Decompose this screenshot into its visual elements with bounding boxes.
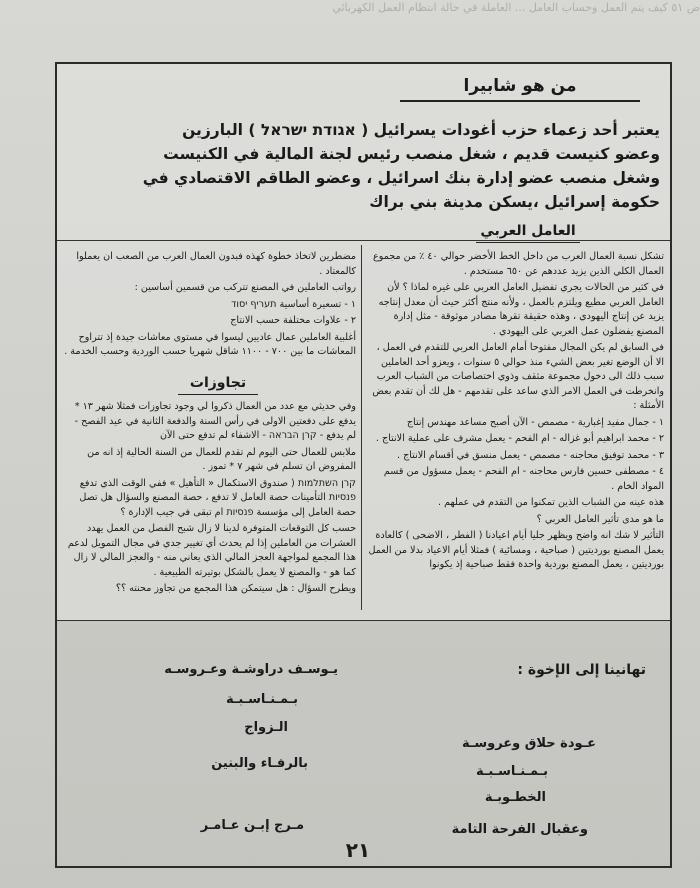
paragraph: هذه عينه من الشباب الذين تمكنوا من التقدم في عملهم . (438, 497, 664, 508)
greeting-left-name: يـوسـف دراوشـة وعـروسـه (164, 662, 338, 677)
left-column-top (64, 250, 356, 370)
article-title: من هو شابيرا (400, 72, 640, 102)
greeting-right-occasion: بـمـنـاسـبـة (476, 764, 548, 779)
paragraph: في السابق لم يكن المجال مفتوحا أمام العامل العربي للتقدم في العمل ، الا أن الوضع تغير بعض الشيء منذ حوالي ٥ سنوات ، ويعزو أحد العاملين سبب ذلك الى دخول مجموعة مثقف وذوي اختصاصات من الشباب العرب وانخرطت في العمل الامر الذي ساعد على تقدمهم - هل لك أن تقدم بعض الأمثلة : (372, 342, 664, 411)
greeting-right-event: الخطـوبـة (484, 790, 546, 805)
paragraph: ٢ - علاوات مختلفة حسب الانتاج (230, 315, 356, 326)
paragraph: رواتب العاملين في المصنع تتركب من قسمين أساسين : (134, 282, 356, 293)
paragraph: ٢ - محمد ابراهيم أبو غزاله - ام الفحم - يعمل مشرف على عملية الانتاج . (375, 433, 664, 444)
right-column-body (368, 250, 664, 616)
paragraph: ١ - تسعيرة أساسية תעריף יסוד (231, 298, 356, 310)
paragraph: حسب كل التوقعات المتوفرة لدينا لا زال شبح الفصل من العمل يهدد العشرات من العاملين إذا لم يحدث أي تغيير جدي في مجال التمويل لدعم هذا المجمع لمواجهة العجز المالي الذي يعاني منه - والعجز المالي لا زال كما هو - والمصنع لا يعمل بالشكل بوتيرته الطبيعية . (67, 523, 356, 578)
greeting-right-heading: تهانينا إلى الإخوة : (517, 662, 646, 678)
greeting-left-occasion: بـمـنـاسـبـة (226, 692, 298, 707)
greeting-left-signature: مـرج إبـن عـامـر (200, 818, 304, 833)
greeting-right-name: عـودة حلاق وعروسـة (462, 736, 596, 751)
paragraph: ٤ - مصطفى حسين فارس محاجنه - ام الفحم - يعمل مسؤول من قسم المواد الخام . (383, 466, 664, 492)
paragraph: ويطرح السؤال : هل سيتمكن هذا المجمع من تجاوز محنته ؟؟ (115, 583, 356, 594)
greeting-left-wish: بالرفـاء والبنين (211, 756, 308, 771)
bleed-through-text: ص ٥١ كيف يتم العمل وحساب العامل ... العاملة في حالة انتظام العمل الكهربائي (332, 1, 700, 14)
section-divider-bottom (57, 620, 670, 621)
paragraph: קרן השתלמות ( صندوق الاستكمال « التأهيل » ففي الوقت الذي تدفع פנסיות التأمينات حصة العامل لا تدفع ، حصة المصنع والسؤال هل تصل حصة العامل إلى مؤسسة פנסיות ام تبقى في جيب الإدارة ؟ (79, 477, 356, 518)
greeting-left-event: الـزواج (244, 720, 288, 735)
paragraph: ما هو مدى تأثير العامل العربي ؟ (536, 513, 664, 525)
left-column-bottom (64, 400, 356, 614)
greeting-box-right (366, 648, 666, 848)
paragraph: تشكل نسبة العمال العرب من داخل الخط الأخضر حوالي ٤٠ ٪ من مجموع العمال الكلي الذين يزيد عددهم عن ٦٥٠ مستخدم . (373, 251, 664, 277)
paragraph: أغلبية العاملين عمال عاديين ليسوا في مستوى معاشات جيدة إذ تتراوح المعاشات ما بين ٧٠٠ - ١١٠٠ شاقل شهريا حسب الوردية وحسب الخدمة . (64, 331, 356, 357)
paragraph: التأثير لا شك انه واضح ويظهر جليا أيام اعيادنا ( الفطر ، الاضحى ) كالعادة يعمل المصنع بورديتين ( صباحية ، ومسائية ) فمثلا أيام الاعياد بدلا من العمل بورديتين ، يعمل المصنع بوردية واحدة فقط صباحية إذ يكونوا (368, 530, 664, 570)
column-divider (361, 245, 362, 610)
paragraph: ملابس للعمال حتى اليوم لم تقدم للعمال من السنة الحالية إذ انه من المفروض ان تسلم في شهر ٧ * تموز . (87, 446, 356, 472)
paragraph: وفي حديثي مع عدد من العمال ذكروا لي وجود تجاوزات فمثلا شهر ١٣ * يدفع على دفعتين الاولى في رأس السنة والدفعة الثانية في عيد الفصح - لم يدفع - קרן הבראה - الاشفاء لم تدفع حتى الآن (74, 401, 356, 441)
paragraph: في كثير من الحالات يجري تفضيل العامل العربي على غيره لماذا ؟ لأن العامل العربي مطيع ويلتزم بالعمل ، ولأنه منتج أكثر حيث أن معدل إنتاجه يزيد عن إنتاج اليهودي ، وهذه حقيقة تقرها مصادر موثوقة - مثل إدارة المصنع يفضلون عمل العربي على اليهودي . (378, 282, 664, 337)
paragraph: ٣ - محمد توفيق محاجنه - مصمص - يعمل منسق في أقسام الانتاج . (396, 449, 664, 461)
paragraph: ١ - جمال مفيد إغبارية - مصمص - الآن أصبح مساعد مهندس إنتاج (406, 416, 664, 428)
greeting-right-wish: وعقبال الفرحة التامة (451, 822, 588, 837)
left-column-heading: تجاوزات (178, 374, 258, 395)
page-number: ٢١ (345, 838, 371, 862)
intro-paragraph: يعتبر أحد زعماء حزب أغودات يسرائيل ( אגודת ישראל ) البارزين وعضو كنيست قديم ، شغل منصب رئيس لجنة المالية في الكنيست وشغل منصب عضو إدارة بنك اسرائيل ، وعضو الطاقم الاقتصادي في حكومة إسرائيل ،يسكن مدينة بني براك (142, 121, 660, 211)
paragraph: مضطرين لاتخاذ خطوة كهذه فبدون العمال العرب من الصعب ان يعملوا كالمعتاد . (76, 251, 356, 277)
greeting-box-left (62, 648, 358, 848)
right-column-heading: العامل العربي (476, 222, 580, 243)
